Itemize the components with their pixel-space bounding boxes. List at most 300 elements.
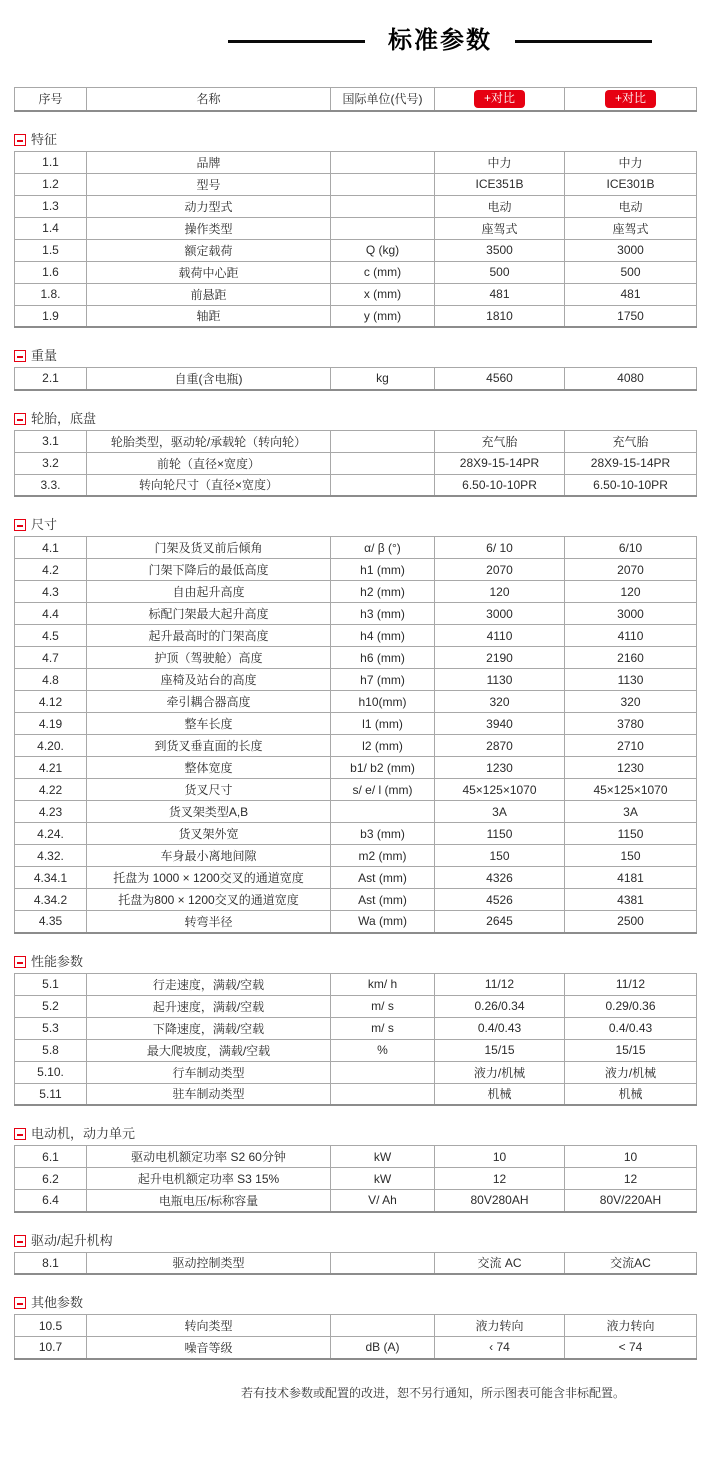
cell-value-model2: 电动	[565, 195, 697, 217]
cell-value-model1: 6/ 10	[435, 537, 565, 559]
cell-value-model1: 4526	[435, 889, 565, 911]
spec-section	[14, 349, 696, 391]
spec-header-table	[14, 87, 697, 112]
cell-unit	[331, 1061, 435, 1083]
cell-unit: dB (A)	[331, 1337, 435, 1359]
table-row	[15, 1083, 697, 1105]
cell-name: 到货叉垂直面的长度	[87, 735, 331, 757]
table-row	[15, 823, 697, 845]
table-row	[15, 625, 697, 647]
table-row	[15, 735, 697, 757]
cell-unit: h4 (mm)	[331, 625, 435, 647]
cell-unit: h6 (mm)	[331, 647, 435, 669]
cell-value-model1: ICE351B	[435, 173, 565, 195]
cell-value-model2: 500	[565, 261, 697, 283]
cell-name: 门架下降后的最低高度	[87, 559, 331, 581]
cell-unit: s/ e/ l (mm)	[331, 779, 435, 801]
cell-value-model1: 11/12	[435, 973, 565, 995]
cell-unit: Ast (mm)	[331, 889, 435, 911]
table-row	[15, 1315, 697, 1337]
table-row	[15, 713, 697, 735]
cell-name: 起升电机额定功率 S3 15%	[87, 1168, 331, 1190]
collapse-icon[interactable]	[14, 1128, 26, 1140]
table-row	[15, 647, 697, 669]
cell-serial: 6.1	[15, 1146, 87, 1168]
cell-name: 下降速度，满载/空载	[87, 1017, 331, 1039]
header-serial: 序号	[15, 88, 87, 111]
section-table	[14, 1252, 697, 1276]
table-row	[15, 1039, 697, 1061]
cell-value-model2: 120	[565, 581, 697, 603]
cell-unit: l2 (mm)	[331, 735, 435, 757]
cell-value-model2: 1150	[565, 823, 697, 845]
section-table	[14, 1314, 697, 1360]
header-row	[15, 88, 697, 111]
header-compare-cell-model1	[435, 88, 565, 111]
table-row	[15, 1252, 697, 1274]
section-table	[14, 1145, 697, 1213]
cell-serial: 10.7	[15, 1337, 87, 1359]
cell-value-model2: 4110	[565, 625, 697, 647]
section-header	[14, 133, 696, 147]
cell-name: 电瓶电压/标称容量	[87, 1190, 331, 1212]
cell-value-model1: 中力	[435, 151, 565, 173]
cell-value-model1: 0.26/0.34	[435, 995, 565, 1017]
cell-serial: 1.1	[15, 151, 87, 173]
collapse-icon[interactable]	[14, 413, 26, 425]
spec-section	[14, 1127, 696, 1213]
cell-value-model2: 320	[565, 691, 697, 713]
cell-serial: 6.2	[15, 1168, 87, 1190]
cell-serial: 1.4	[15, 217, 87, 239]
cell-value-model1: 3000	[435, 603, 565, 625]
cell-serial: 2.1	[15, 368, 87, 390]
cell-unit: %	[331, 1039, 435, 1061]
cell-serial: 5.3	[15, 1017, 87, 1039]
table-row	[15, 452, 697, 474]
cell-name: 驱动控制类型	[87, 1252, 331, 1274]
cell-value-model2: 机械	[565, 1083, 697, 1105]
cell-value-model1: 交流 AC	[435, 1252, 565, 1274]
cell-serial: 4.7	[15, 647, 87, 669]
table-row	[15, 537, 697, 559]
cell-unit: Wa (mm)	[331, 911, 435, 933]
cell-serial: 4.1	[15, 537, 87, 559]
table-row	[15, 1061, 697, 1083]
table-row	[15, 474, 697, 496]
section-title: 特征	[31, 131, 58, 147]
cell-serial: 3.1	[15, 430, 87, 452]
cell-serial: 5.11	[15, 1083, 87, 1105]
table-row	[15, 239, 697, 261]
cell-value-model2: 12	[565, 1168, 697, 1190]
cell-serial: 5.8	[15, 1039, 87, 1061]
section-title: 尺寸	[31, 517, 58, 532]
collapse-icon[interactable]	[14, 350, 26, 362]
header-name: 名称	[87, 88, 331, 111]
spec-section	[14, 1296, 696, 1360]
cell-name: 门架及货叉前后倾角	[87, 537, 331, 559]
table-row	[15, 845, 697, 867]
cell-serial: 1.5	[15, 239, 87, 261]
cell-serial: 5.1	[15, 973, 87, 995]
section-title: 轮胎，底盘	[31, 410, 97, 426]
spec-section	[14, 133, 696, 329]
cell-serial: 4.20.	[15, 735, 87, 757]
cell-value-model2: 28X9-15-14PR	[565, 452, 697, 474]
section-table	[14, 430, 697, 498]
table-row	[15, 368, 697, 390]
cell-value-model2: 1750	[565, 305, 697, 327]
title-right-line	[515, 40, 652, 43]
cell-unit	[331, 195, 435, 217]
table-row	[15, 261, 697, 283]
cell-unit: b3 (mm)	[331, 823, 435, 845]
table-row	[15, 603, 697, 625]
cell-value-model2: 15/15	[565, 1039, 697, 1061]
cell-name: 轮胎类型，驱动轮/承载轮（转向轮）	[87, 430, 331, 452]
cell-value-model1: 120	[435, 581, 565, 603]
cell-name: 转弯半径	[87, 911, 331, 933]
cell-value-model1: 4560	[435, 368, 565, 390]
cell-serial: 6.4	[15, 1190, 87, 1212]
cell-name: 车身最小离地间隙	[87, 845, 331, 867]
section-title: 驱动/起升机构	[31, 1232, 113, 1248]
cell-unit: l1 (mm)	[331, 713, 435, 735]
cell-serial: 4.34.2	[15, 889, 87, 911]
cell-value-model2: 1130	[565, 669, 697, 691]
cell-value-model1: 481	[435, 283, 565, 305]
spec-section	[14, 518, 696, 934]
cell-serial: 5.10.	[15, 1061, 87, 1083]
section-header	[14, 349, 696, 363]
section-header	[14, 1127, 696, 1141]
cell-value-model1: 液力/机械	[435, 1061, 565, 1083]
cell-value-model1: 1150	[435, 823, 565, 845]
cell-serial: 1.9	[15, 305, 87, 327]
cell-unit: y (mm)	[331, 305, 435, 327]
cell-value-model2: ICE301B	[565, 173, 697, 195]
cell-serial: 4.4	[15, 603, 87, 625]
cell-value-model2: 80V/220AH	[565, 1190, 697, 1212]
cell-value-model2: 2710	[565, 735, 697, 757]
cell-name: 托盘为800 × 1200交叉的通道宽度	[87, 889, 331, 911]
cell-value-model1: 座驾式	[435, 217, 565, 239]
table-row	[15, 973, 697, 995]
cell-unit: h2 (mm)	[331, 581, 435, 603]
section-title: 电动机，动力单元	[31, 1126, 136, 1141]
cell-unit	[331, 452, 435, 474]
cell-value-model1: 10	[435, 1146, 565, 1168]
cell-unit	[331, 173, 435, 195]
cell-value-model2: < 74	[565, 1337, 697, 1359]
cell-serial: 3.2	[15, 452, 87, 474]
header-compare-cell-model2	[565, 88, 697, 111]
cell-name: 起升速度，满载/空载	[87, 995, 331, 1017]
cell-value-model1: 2645	[435, 911, 565, 933]
cell-serial: 4.22	[15, 779, 87, 801]
cell-value-model2: 10	[565, 1146, 697, 1168]
cell-unit: Ast (mm)	[331, 867, 435, 889]
cell-serial: 4.35	[15, 911, 87, 933]
table-row	[15, 305, 697, 327]
cell-value-model2: 4381	[565, 889, 697, 911]
table-row	[15, 911, 697, 933]
table-row	[15, 1168, 697, 1190]
cell-value-model1: 45×125×1070	[435, 779, 565, 801]
cell-serial: 4.12	[15, 691, 87, 713]
table-row	[15, 669, 697, 691]
cell-serial: 1.8.	[15, 283, 87, 305]
cell-value-model2: 液力/机械	[565, 1061, 697, 1083]
cell-value-model2: 0.4/0.43	[565, 1017, 697, 1039]
section-table	[14, 151, 697, 329]
section-title: 其他参数	[31, 1295, 84, 1310]
cell-value-model2: 0.29/0.36	[565, 995, 697, 1017]
cell-value-model1: 0.4/0.43	[435, 1017, 565, 1039]
cell-name: 轴距	[87, 305, 331, 327]
table-row	[15, 430, 697, 452]
cell-value-model2: 充气胎	[565, 430, 697, 452]
page-title-block	[228, 26, 652, 56]
cell-name: 行车制动类型	[87, 1061, 331, 1083]
cell-name: 操作类型	[87, 217, 331, 239]
cell-value-model1: 2070	[435, 559, 565, 581]
cell-unit: m/ s	[331, 995, 435, 1017]
cell-name: 整车长度	[87, 713, 331, 735]
cell-value-model2: 2070	[565, 559, 697, 581]
cell-name: 牵引耦合器高度	[87, 691, 331, 713]
section-title: 性能参数	[31, 953, 84, 969]
table-row	[15, 581, 697, 603]
cell-unit: h10(mm)	[331, 691, 435, 713]
cell-value-model2: 3780	[565, 713, 697, 735]
cell-value-model2: 中力	[565, 151, 697, 173]
cell-unit: Q (kg)	[331, 239, 435, 261]
cell-serial: 4.32.	[15, 845, 87, 867]
table-row	[15, 1337, 697, 1359]
cell-unit	[331, 430, 435, 452]
cell-serial: 4.8	[15, 669, 87, 691]
cell-name: 型号	[87, 173, 331, 195]
cell-serial: 3.3.	[15, 474, 87, 496]
page-title: 标准参数	[388, 27, 492, 54]
cell-name: 动力型式	[87, 195, 331, 217]
cell-value-model1: 2190	[435, 647, 565, 669]
cell-value-model2: 6.50-10-10PR	[565, 474, 697, 496]
cell-serial: 5.2	[15, 995, 87, 1017]
table-row	[15, 801, 697, 823]
header-unit: 国际单位(代号)	[331, 88, 435, 111]
title-left-line	[228, 40, 365, 43]
table-row	[15, 691, 697, 713]
compare-button-model1[interactable]: +对比	[474, 90, 525, 108]
section-table	[14, 973, 697, 1107]
cell-value-model1: 15/15	[435, 1039, 565, 1061]
table-row	[15, 283, 697, 305]
cell-unit: c (mm)	[331, 261, 435, 283]
cell-value-model1: 6.50-10-10PR	[435, 474, 565, 496]
cell-value-model2: 3A	[565, 801, 697, 823]
cell-serial: 1.2	[15, 173, 87, 195]
cell-value-model2: 150	[565, 845, 697, 867]
cell-unit: h1 (mm)	[331, 559, 435, 581]
cell-unit: m2 (mm)	[331, 845, 435, 867]
cell-value-model2: 6/10	[565, 537, 697, 559]
cell-value-model1: 充气胎	[435, 430, 565, 452]
cell-name: 托盘为 1000 × 1200交叉的通道宽度	[87, 867, 331, 889]
cell-name: 行走速度，满载/空载	[87, 973, 331, 995]
cell-value-model2: 液力转向	[565, 1315, 697, 1337]
cell-name: 货叉架外宽	[87, 823, 331, 845]
cell-name: 起升最高时的门架高度	[87, 625, 331, 647]
table-row	[15, 757, 697, 779]
table-row	[15, 151, 697, 173]
cell-unit	[331, 217, 435, 239]
cell-value-model1: 4110	[435, 625, 565, 647]
cell-value-model2: 4181	[565, 867, 697, 889]
cell-value-model1: 4326	[435, 867, 565, 889]
cell-unit: x (mm)	[331, 283, 435, 305]
cell-value-model1: 500	[435, 261, 565, 283]
cell-name: 驻车制动类型	[87, 1083, 331, 1105]
cell-name: 噪音等级	[87, 1337, 331, 1359]
table-row	[15, 1190, 697, 1212]
section-header	[14, 412, 696, 426]
cell-value-model2: 1230	[565, 757, 697, 779]
cell-value-model1: 150	[435, 845, 565, 867]
cell-name: 货叉架类型A,B	[87, 801, 331, 823]
cell-value-model1: 3A	[435, 801, 565, 823]
cell-name: 最大爬坡度，满载/空载	[87, 1039, 331, 1061]
cell-serial: 4.24.	[15, 823, 87, 845]
cell-serial: 4.23	[15, 801, 87, 823]
cell-unit: V/ Ah	[331, 1190, 435, 1212]
cell-serial: 1.6	[15, 261, 87, 283]
cell-serial: 8.1	[15, 1252, 87, 1274]
cell-value-model1: 1810	[435, 305, 565, 327]
cell-value-model1: 320	[435, 691, 565, 713]
cell-name: 转向轮尺寸（直径×宽度）	[87, 474, 331, 496]
cell-unit	[331, 151, 435, 173]
collapse-icon[interactable]	[14, 1235, 26, 1247]
section-header	[14, 1296, 696, 1310]
cell-value-model1: 3500	[435, 239, 565, 261]
cell-name: 驱动电机额定功率 S2 60分钟	[87, 1146, 331, 1168]
cell-value-model1: 液力转向	[435, 1315, 565, 1337]
collapse-icon[interactable]	[14, 134, 26, 146]
cell-unit: b1/ b2 (mm)	[331, 757, 435, 779]
cell-name: 自重(含电瓶)	[87, 368, 331, 390]
section-header	[14, 1234, 696, 1248]
cell-serial: 4.3	[15, 581, 87, 603]
cell-unit: h3 (mm)	[331, 603, 435, 625]
cell-name: 额定载荷	[87, 239, 331, 261]
cell-name: 品牌	[87, 151, 331, 173]
table-row	[15, 867, 697, 889]
cell-value-model1: 12	[435, 1168, 565, 1190]
cell-unit	[331, 801, 435, 823]
section-header	[14, 955, 696, 969]
footer-note: 若有技术参数或配置的改进，恕不另行通知，所示图表可能含非标配置。	[240, 1385, 625, 1400]
compare-button-model2[interactable]: +对比	[605, 90, 656, 108]
section-table	[14, 536, 697, 934]
cell-value-model1: ‹ 74	[435, 1337, 565, 1359]
cell-name: 载荷中心距	[87, 261, 331, 283]
cell-value-model2: 45×125×1070	[565, 779, 697, 801]
cell-name: 前轮（直径×宽度）	[87, 452, 331, 474]
collapse-icon[interactable]	[14, 1297, 26, 1309]
cell-unit: h7 (mm)	[331, 669, 435, 691]
table-row	[15, 173, 697, 195]
collapse-icon[interactable]	[14, 519, 26, 531]
cell-value-model1: 电动	[435, 195, 565, 217]
cell-serial: 1.3	[15, 195, 87, 217]
cell-unit	[331, 1083, 435, 1105]
cell-name: 转向类型	[87, 1315, 331, 1337]
cell-value-model2: 11/12	[565, 973, 697, 995]
cell-name: 座椅及站台的高度	[87, 669, 331, 691]
cell-value-model1: 28X9-15-14PR	[435, 452, 565, 474]
cell-value-model2: 座驾式	[565, 217, 697, 239]
cell-unit: km/ h	[331, 973, 435, 995]
table-row	[15, 995, 697, 1017]
cell-name: 标配门架最大起升高度	[87, 603, 331, 625]
cell-serial: 4.21	[15, 757, 87, 779]
cell-unit: kW	[331, 1168, 435, 1190]
cell-serial: 4.34.1	[15, 867, 87, 889]
table-row	[15, 779, 697, 801]
cell-value-model2: 4080	[565, 368, 697, 390]
table-row	[15, 217, 697, 239]
cell-value-model1: 1130	[435, 669, 565, 691]
cell-value-model1: 机械	[435, 1083, 565, 1105]
cell-name: 自由起升高度	[87, 581, 331, 603]
table-row	[15, 889, 697, 911]
cell-value-model1: 3940	[435, 713, 565, 735]
spec-section	[14, 955, 696, 1107]
cell-unit	[331, 1252, 435, 1274]
sections-container	[14, 133, 696, 1360]
cell-value-model2: 交流AC	[565, 1252, 697, 1274]
table-row	[15, 1146, 697, 1168]
section-table	[14, 367, 697, 391]
cell-serial: 4.2	[15, 559, 87, 581]
table-row	[15, 559, 697, 581]
cell-unit: kg	[331, 368, 435, 390]
cell-value-model1: 1230	[435, 757, 565, 779]
collapse-icon[interactable]	[14, 956, 26, 968]
spec-section	[14, 1234, 696, 1276]
table-row	[15, 195, 697, 217]
cell-value-model1: 2870	[435, 735, 565, 757]
cell-unit: α/ β (°)	[331, 537, 435, 559]
cell-unit	[331, 1315, 435, 1337]
cell-value-model2: 2500	[565, 911, 697, 933]
section-title: 重量	[31, 348, 58, 363]
cell-value-model2: 2160	[565, 647, 697, 669]
cell-value-model1: 80V280AH	[435, 1190, 565, 1212]
cell-value-model2: 3000	[565, 239, 697, 261]
cell-unit	[331, 474, 435, 496]
cell-value-model2: 481	[565, 283, 697, 305]
cell-serial: 4.5	[15, 625, 87, 647]
cell-name: 整体宽度	[87, 757, 331, 779]
spec-section	[14, 412, 696, 498]
section-header	[14, 518, 696, 532]
cell-name: 前悬距	[87, 283, 331, 305]
spec-page	[0, 26, 710, 1441]
